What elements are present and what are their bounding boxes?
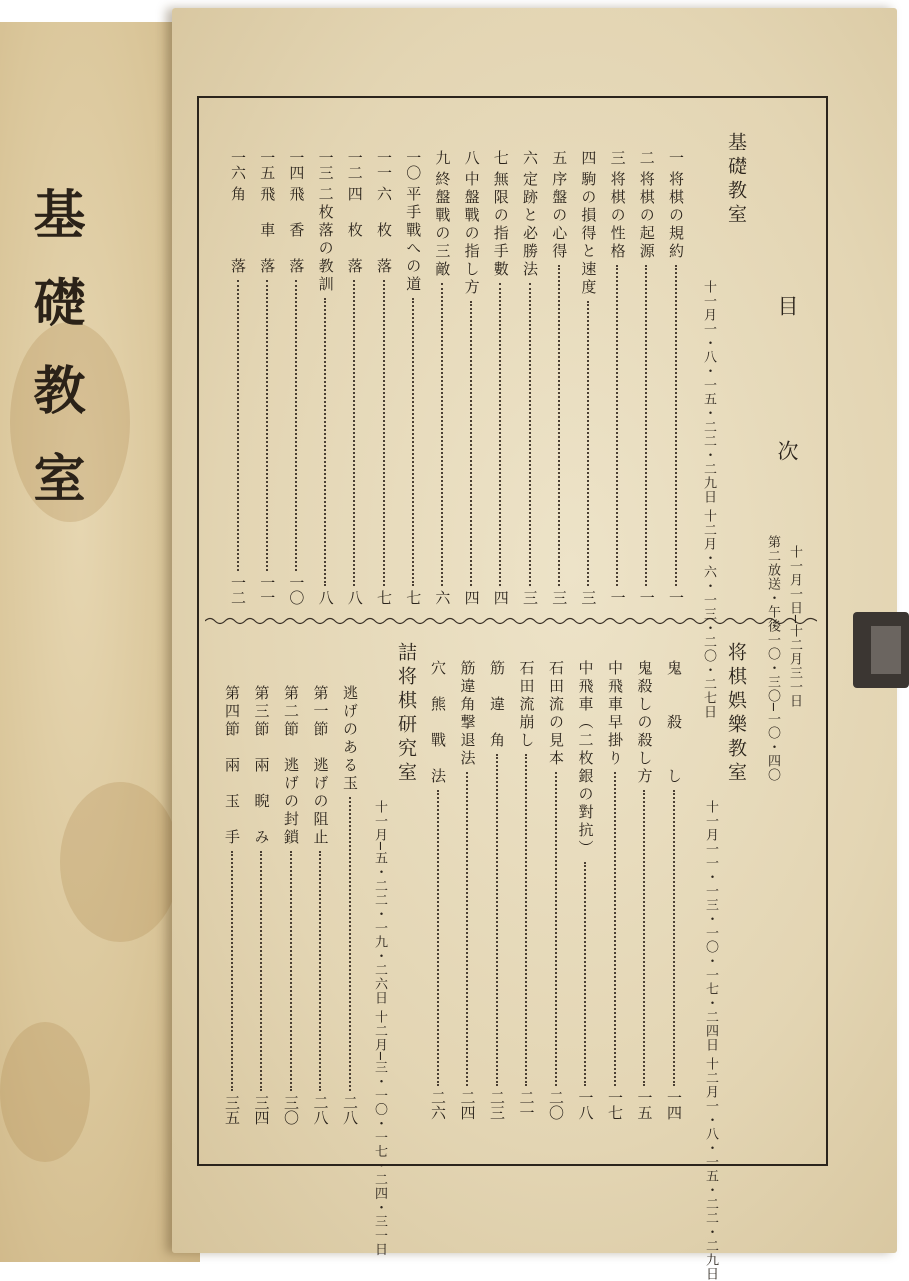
entry-page: 二三 — [488, 1090, 506, 1120]
leader-dots — [496, 754, 498, 1086]
leader-dots — [614, 772, 616, 1086]
leader-dots — [645, 265, 647, 586]
basic-entry — [258, 150, 277, 605]
basic-entry — [493, 150, 508, 605]
section-divider — [205, 616, 817, 626]
entry-number: 五 — [550, 150, 569, 165]
goraku-section-dates: 十一月一一・一三・一〇・一七・二四日 十二月一・八・一五・二二・二九日 — [703, 800, 718, 1281]
entry-page: 二八 — [341, 1095, 359, 1125]
basic-entry — [433, 150, 452, 605]
entry-page: 一四 — [665, 1090, 683, 1120]
basic-entry — [579, 150, 598, 605]
basic-entry — [230, 150, 245, 605]
entry-number: 一六 — [229, 150, 247, 180]
goraku-entry — [489, 660, 504, 1120]
basic-entry — [522, 150, 537, 605]
leader-dots — [587, 301, 589, 586]
entry-page: 三五 — [223, 1095, 241, 1125]
basic-section-dates: 十一月一・八・一五・二二・二九日 十二月・六・一三・二〇・二七日 — [701, 280, 716, 720]
leader-dots — [525, 754, 527, 1086]
entry-number: 一五 — [258, 150, 277, 180]
tsume-section-title: 詰将棋研究室 — [395, 642, 417, 786]
leader-dots — [349, 797, 351, 1091]
entry-title: 石田流の見本 — [547, 660, 565, 768]
entry-number: 四 — [579, 150, 598, 165]
entry-title: 角 落 — [229, 186, 247, 276]
leader-dots — [675, 265, 677, 586]
leader-dots — [231, 851, 233, 1091]
entry-page: 六 — [433, 590, 452, 605]
goraku-entry — [548, 660, 563, 1120]
entry-title: 無限の指手數 — [491, 171, 510, 279]
entry-number: 九 — [433, 150, 452, 165]
leader-dots — [412, 298, 414, 586]
leader-dots — [266, 280, 268, 571]
entry-page: 七 — [404, 590, 423, 605]
leader-dots — [260, 851, 262, 1091]
leader-dots — [353, 280, 355, 586]
entry-title: 飛 香 落 — [287, 186, 306, 276]
leader-dots — [616, 265, 618, 586]
entry-title: 二枚落の教訓 — [316, 186, 335, 294]
leader-dots — [237, 280, 239, 571]
entry-page: 三 — [550, 590, 569, 605]
entry-title: 中飛車早掛り — [606, 660, 624, 768]
basic-entry — [318, 150, 333, 605]
entry-number: 八 — [462, 150, 481, 165]
leader-dots — [584, 862, 586, 1086]
entry-page: 七 — [375, 590, 393, 605]
entry-title: 石田流崩し — [517, 660, 536, 750]
entry-title: 序盤の心得 — [550, 171, 569, 261]
basic-entry — [376, 150, 391, 605]
entry-title: 筋 違 角 — [488, 660, 506, 750]
basic-entry — [610, 150, 625, 605]
entry-page: 三四 — [252, 1095, 271, 1125]
entry-title: 鬼 殺 し — [665, 660, 683, 786]
entry-title: 穴 熊 戰 法 — [429, 660, 447, 786]
basic-entry — [550, 150, 569, 605]
leader-dots — [290, 851, 292, 1091]
leader-dots — [466, 772, 468, 1086]
entry-number: 七 — [491, 150, 510, 165]
basic-entry — [287, 150, 306, 605]
entry-page: 二六 — [429, 1090, 447, 1120]
left-page — [0, 22, 200, 1262]
entry-title: 中飛車（二枚銀の對抗） — [576, 660, 595, 858]
bookmark-tab — [853, 612, 909, 688]
entry-page: 一七 — [606, 1090, 624, 1120]
tsume-section-dates: 十一月─五・二二・一九・二六日 十二月─三・一〇・一七・二四・三一日 — [372, 800, 387, 1257]
leader-dots — [383, 280, 385, 586]
leader-dots — [441, 283, 443, 586]
leader-dots — [437, 790, 439, 1086]
entry-title: 筋違角撃退法 — [458, 660, 477, 768]
entry-page: 一 — [667, 590, 685, 605]
tsume-entry — [224, 685, 239, 1125]
leader-dots — [295, 280, 297, 571]
entry-number: 一〇 — [404, 150, 423, 180]
entry-page: 一一 — [258, 575, 277, 605]
entry-title: 将棋の起源 — [637, 171, 656, 261]
entry-title: 終盤戰の三敵 — [433, 171, 452, 279]
tsume-entry — [313, 685, 328, 1125]
entry-number: 一二 — [345, 150, 364, 180]
goraku-entry — [460, 660, 475, 1120]
entry-title: 中盤戰の指し方 — [462, 171, 481, 297]
entry-number: 一四 — [287, 150, 306, 180]
entry-number: 二 — [637, 150, 656, 165]
tsume-entry — [342, 685, 357, 1125]
entry-page: 一 — [608, 590, 627, 605]
leader-dots — [643, 790, 645, 1086]
basic-entry — [639, 150, 654, 605]
leader-dots — [529, 283, 531, 586]
basic-entry — [668, 150, 683, 605]
entry-title: 第三節 兩 睨 み — [252, 685, 271, 847]
entry-page: 二四 — [458, 1090, 477, 1120]
goraku-entry — [519, 660, 534, 1120]
entry-page: 一二 — [229, 575, 247, 605]
entry-page: 三〇 — [282, 1095, 300, 1125]
entry-title: 四 枚 落 — [345, 186, 364, 276]
broadcast-time: 第二放送・午後一〇・三〇─一〇・四〇 — [765, 535, 780, 782]
entry-page: 二一 — [517, 1090, 536, 1120]
leader-dots — [319, 851, 321, 1091]
leader-dots — [324, 298, 326, 586]
basic-entry — [464, 150, 479, 605]
entry-title: 鬼殺しの殺し方 — [635, 660, 654, 786]
entry-number: 六 — [521, 150, 539, 165]
leader-dots — [470, 301, 472, 586]
basic-entry — [404, 150, 423, 605]
entry-number: 三 — [608, 150, 627, 165]
entry-title: 第二節 逃げの封鎖 — [282, 685, 300, 847]
leader-dots — [558, 265, 560, 586]
entry-title: 将棋の規約 — [667, 171, 685, 261]
toc-heading-2: 次 — [775, 440, 799, 461]
entry-title: 第一節 逃げの阻止 — [311, 685, 330, 847]
basic-section-title: 基礎教室 — [725, 132, 747, 228]
leader-dots — [555, 772, 557, 1086]
entry-title: 定跡と必勝法 — [521, 171, 539, 279]
entry-page: 一 — [637, 590, 656, 605]
tsume-entry — [283, 685, 298, 1125]
entry-page: 二〇 — [547, 1090, 565, 1120]
basic-entry — [347, 150, 362, 605]
entry-page: 一五 — [635, 1090, 654, 1120]
entry-title: 駒の損得と速度 — [579, 171, 598, 297]
entry-page: 三 — [579, 590, 598, 605]
entry-title: 飛 車 落 — [258, 186, 277, 276]
entry-page: 三 — [521, 590, 539, 605]
goraku-entry — [666, 660, 681, 1120]
entry-page: 一八 — [576, 1090, 595, 1120]
entry-title: 第四節 兩 玉 手 — [223, 685, 241, 847]
broadcast-period: 十一月一日─十二月三一日 — [787, 545, 802, 708]
entry-page: 二八 — [311, 1095, 330, 1125]
entry-title: 平手戰への道 — [404, 186, 423, 294]
toc-heading-1: 目 — [775, 295, 799, 316]
entry-page: 八 — [316, 590, 335, 605]
entry-number: 一 — [667, 150, 685, 165]
entry-number: 一一 — [375, 150, 393, 180]
entry-title: 将棋の性格 — [608, 171, 627, 261]
goraku-entry — [578, 660, 593, 1120]
goraku-entry — [607, 660, 622, 1120]
goraku-entry — [430, 660, 445, 1120]
leader-dots — [673, 790, 675, 1086]
goraku-entry — [637, 660, 652, 1120]
goraku-section-title: 将棋娯樂教室 — [725, 642, 747, 786]
entry-title: 六 枚 落 — [375, 186, 393, 276]
tsume-entry — [254, 685, 269, 1125]
entry-page: 一〇 — [287, 575, 306, 605]
entry-page: 四 — [462, 590, 481, 605]
entry-page: 四 — [491, 590, 510, 605]
entry-number: 一三 — [316, 150, 335, 180]
entry-title: 逃げのある玉 — [341, 685, 359, 793]
left-page-title: 基礎教室 — [24, 187, 85, 539]
leader-dots — [499, 283, 501, 586]
entry-page: 八 — [345, 590, 364, 605]
